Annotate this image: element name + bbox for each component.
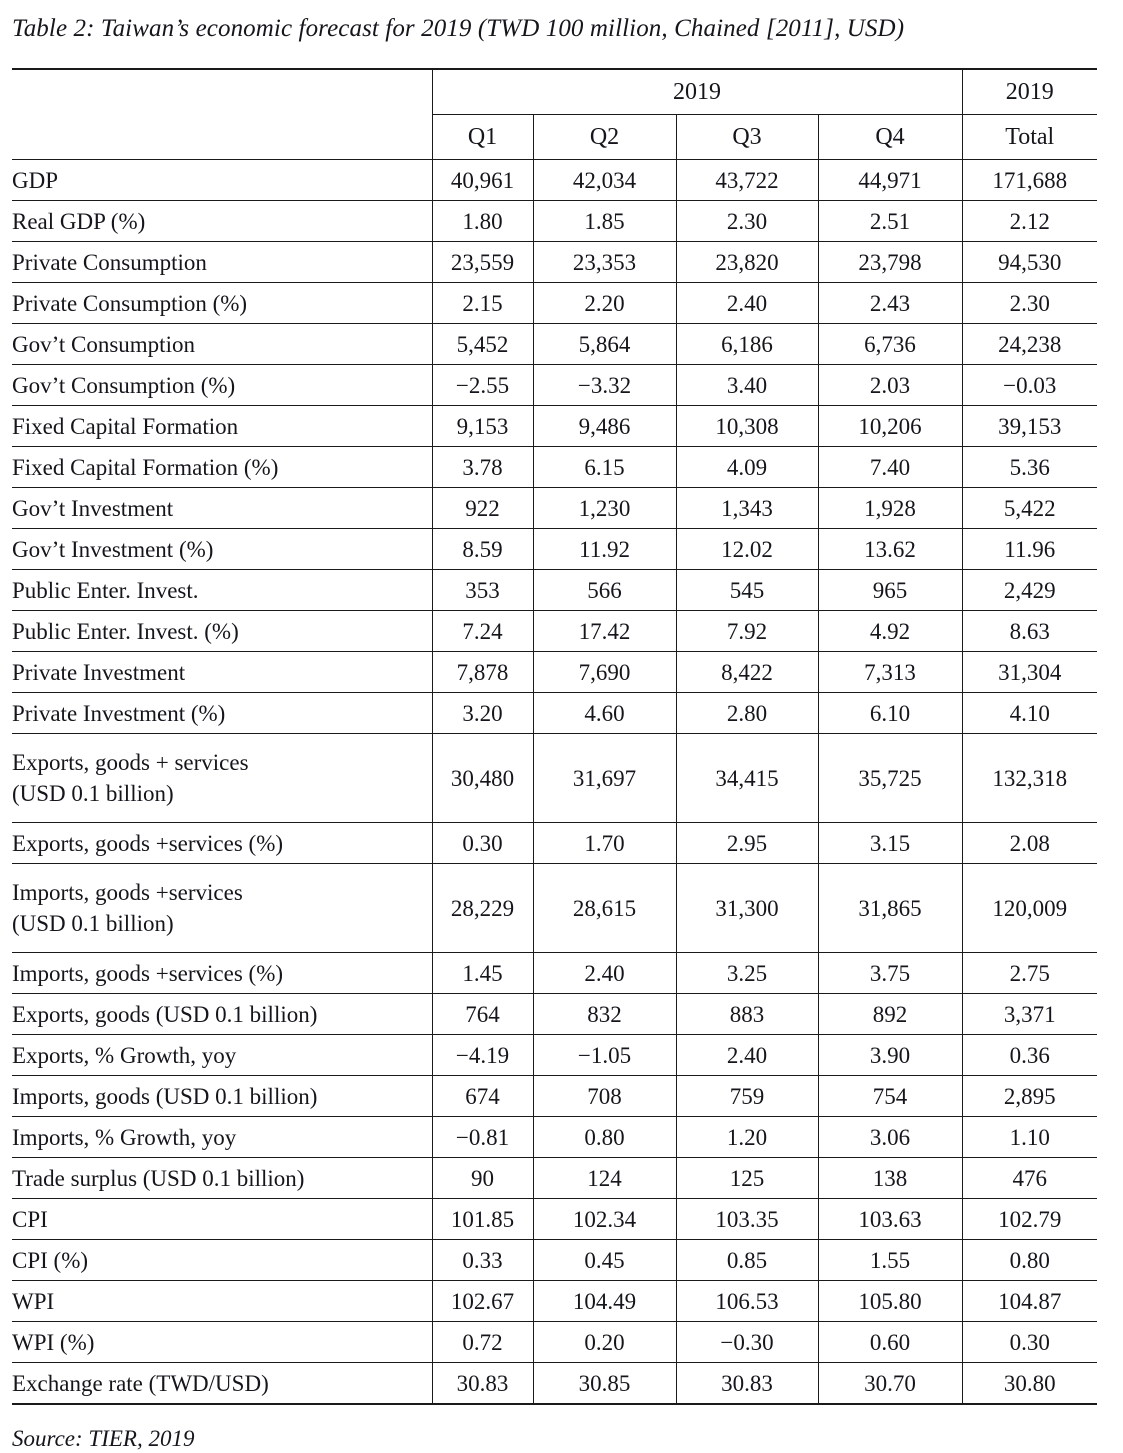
cell-total: 30.80 bbox=[962, 1363, 1097, 1405]
cell-q2: 9,486 bbox=[533, 406, 676, 447]
cell-q3: 7.92 bbox=[676, 611, 818, 652]
cell-q2: 104.49 bbox=[533, 1281, 676, 1322]
cell-q3: 34,415 bbox=[676, 734, 818, 823]
table-row bbox=[12, 1363, 1097, 1405]
cell-q4: 13.62 bbox=[818, 529, 962, 570]
table-row bbox=[12, 1199, 1097, 1240]
cell-q3: 2.40 bbox=[676, 1035, 818, 1076]
cell-q3: 1,343 bbox=[676, 488, 818, 529]
table-row bbox=[12, 365, 1097, 406]
row-label: Fixed Capital Formation bbox=[12, 406, 432, 447]
cell-q2: 1,230 bbox=[533, 488, 676, 529]
table-row bbox=[12, 864, 1097, 953]
cell-q1: 922 bbox=[432, 488, 533, 529]
row-label: Public Enter. Invest. (%) bbox=[12, 611, 432, 652]
row-label: WPI (%) bbox=[12, 1322, 432, 1363]
cell-q3: 8,422 bbox=[676, 652, 818, 693]
cell-total: 120,009 bbox=[962, 864, 1097, 953]
cell-q1: 101.85 bbox=[432, 1199, 533, 1240]
cell-q1: 30,480 bbox=[432, 734, 533, 823]
cell-q2: 42,034 bbox=[533, 160, 676, 201]
cell-total: 0.36 bbox=[962, 1035, 1097, 1076]
row-label: Private Consumption (%) bbox=[12, 283, 432, 324]
header-col-total: Total bbox=[962, 115, 1097, 160]
row-label-line2: (USD 0.1 billion) bbox=[12, 911, 174, 936]
cell-total: 2.30 bbox=[962, 283, 1097, 324]
cell-total: 2,429 bbox=[962, 570, 1097, 611]
cell-q1: 0.30 bbox=[432, 823, 533, 864]
header-row-year bbox=[12, 69, 1097, 115]
table-row bbox=[12, 283, 1097, 324]
cell-q4: 31,865 bbox=[818, 864, 962, 953]
cell-q2: 31,697 bbox=[533, 734, 676, 823]
cell-q2: 6.15 bbox=[533, 447, 676, 488]
cell-q3: 31,300 bbox=[676, 864, 818, 953]
cell-total: 24,238 bbox=[962, 324, 1097, 365]
cell-total: 31,304 bbox=[962, 652, 1097, 693]
table-header bbox=[12, 69, 1097, 160]
cell-total: 2.12 bbox=[962, 201, 1097, 242]
cell-q4: 2.51 bbox=[818, 201, 962, 242]
cell-total: 3,371 bbox=[962, 994, 1097, 1035]
cell-q3: 2.40 bbox=[676, 283, 818, 324]
cell-q2: 0.80 bbox=[533, 1117, 676, 1158]
row-label: Imports, goods +services (%) bbox=[12, 953, 432, 994]
table-row bbox=[12, 1158, 1097, 1199]
cell-total: 476 bbox=[962, 1158, 1097, 1199]
row-label: Exports, goods +services (%) bbox=[12, 823, 432, 864]
cell-q2: 4.60 bbox=[533, 693, 676, 734]
cell-q1: 5,452 bbox=[432, 324, 533, 365]
cell-q1: 7.24 bbox=[432, 611, 533, 652]
header-indicator-blank bbox=[12, 115, 432, 160]
cell-q1: 1.45 bbox=[432, 953, 533, 994]
cell-q3: 43,722 bbox=[676, 160, 818, 201]
cell-total: −0.03 bbox=[962, 365, 1097, 406]
row-label: CPI (%) bbox=[12, 1240, 432, 1281]
cell-q1: 0.33 bbox=[432, 1240, 533, 1281]
table-row bbox=[12, 1035, 1097, 1076]
header-col-q1: Q1 bbox=[432, 115, 533, 160]
header-col-q3: Q3 bbox=[676, 115, 818, 160]
header-row-quarters bbox=[12, 115, 1097, 160]
row-label: Public Enter. Invest. bbox=[12, 570, 432, 611]
cell-q4: 754 bbox=[818, 1076, 962, 1117]
row-label: Gov’t Investment bbox=[12, 488, 432, 529]
cell-q1: 28,229 bbox=[432, 864, 533, 953]
row-label: Exports, goods (USD 0.1 billion) bbox=[12, 994, 432, 1035]
row-label: Imports, goods +services (USD 0.1 billion) bbox=[12, 864, 432, 953]
cell-q2: 17.42 bbox=[533, 611, 676, 652]
cell-q1: 764 bbox=[432, 994, 533, 1035]
table-row bbox=[12, 953, 1097, 994]
cell-q4: 0.60 bbox=[818, 1322, 962, 1363]
header-col-q4: Q4 bbox=[818, 115, 962, 160]
cell-q2: 124 bbox=[533, 1158, 676, 1199]
table-row bbox=[12, 693, 1097, 734]
cell-q4: 892 bbox=[818, 994, 962, 1035]
row-label-line2: (USD 0.1 billion) bbox=[12, 781, 174, 806]
cell-q3: 106.53 bbox=[676, 1281, 818, 1322]
cell-q4: 3.90 bbox=[818, 1035, 962, 1076]
cell-total: 0.30 bbox=[962, 1322, 1097, 1363]
cell-q2: 0.45 bbox=[533, 1240, 676, 1281]
row-label: CPI bbox=[12, 1199, 432, 1240]
cell-q3: 1.20 bbox=[676, 1117, 818, 1158]
cell-q2: 708 bbox=[533, 1076, 676, 1117]
cell-q1: 3.20 bbox=[432, 693, 533, 734]
table-row bbox=[12, 324, 1097, 365]
header-corner-blank bbox=[12, 69, 432, 115]
cell-q4: 965 bbox=[818, 570, 962, 611]
cell-q1: 2.15 bbox=[432, 283, 533, 324]
cell-q1: 1.80 bbox=[432, 201, 533, 242]
cell-q3: 759 bbox=[676, 1076, 818, 1117]
cell-q2: 1.85 bbox=[533, 201, 676, 242]
cell-q4: 105.80 bbox=[818, 1281, 962, 1322]
cell-total: 8.63 bbox=[962, 611, 1097, 652]
cell-q1: −0.81 bbox=[432, 1117, 533, 1158]
table-row bbox=[12, 994, 1097, 1035]
cell-q4: 23,798 bbox=[818, 242, 962, 283]
cell-q3: 10,308 bbox=[676, 406, 818, 447]
cell-q1: 9,153 bbox=[432, 406, 533, 447]
cell-q2: 7,690 bbox=[533, 652, 676, 693]
row-label: Exports, goods + services (USD 0.1 billion) bbox=[12, 734, 432, 823]
cell-q4: 3.15 bbox=[818, 823, 962, 864]
cell-q4: 44,971 bbox=[818, 160, 962, 201]
cell-q1: 90 bbox=[432, 1158, 533, 1199]
cell-total: 2,895 bbox=[962, 1076, 1097, 1117]
table-row bbox=[12, 611, 1097, 652]
cell-q4: 3.75 bbox=[818, 953, 962, 994]
cell-q4: 10,206 bbox=[818, 406, 962, 447]
table-caption: Table 2: Taiwan’s economic forecast for 2019 (TWD 100 million, Chained [2011], USD) bbox=[12, 15, 905, 42]
cell-q4: 4.92 bbox=[818, 611, 962, 652]
cell-total: 94,530 bbox=[962, 242, 1097, 283]
cell-q4: 6,736 bbox=[818, 324, 962, 365]
header-total-year: 2019 bbox=[962, 69, 1097, 115]
cell-total: 104.87 bbox=[962, 1281, 1097, 1322]
table-row bbox=[12, 1117, 1097, 1158]
row-label: Gov’t Investment (%) bbox=[12, 529, 432, 570]
row-label: Fixed Capital Formation (%) bbox=[12, 447, 432, 488]
cell-total: 4.10 bbox=[962, 693, 1097, 734]
cell-q2: 102.34 bbox=[533, 1199, 676, 1240]
header-col-q2: Q2 bbox=[533, 115, 676, 160]
cell-total: 11.96 bbox=[962, 529, 1097, 570]
table-row bbox=[12, 570, 1097, 611]
row-label: Private Consumption bbox=[12, 242, 432, 283]
cell-q3: 2.30 bbox=[676, 201, 818, 242]
cell-total: 132,318 bbox=[962, 734, 1097, 823]
row-label: GDP bbox=[12, 160, 432, 201]
cell-q2: −1.05 bbox=[533, 1035, 676, 1076]
table-body bbox=[12, 160, 1097, 1405]
row-label: Imports, % Growth, yoy bbox=[12, 1117, 432, 1158]
cell-q2: 832 bbox=[533, 994, 676, 1035]
cell-q3: 6,186 bbox=[676, 324, 818, 365]
cell-q1: 30.83 bbox=[432, 1363, 533, 1405]
cell-total: 5,422 bbox=[962, 488, 1097, 529]
cell-q1: 23,559 bbox=[432, 242, 533, 283]
cell-q4: 2.43 bbox=[818, 283, 962, 324]
cell-total: 5.36 bbox=[962, 447, 1097, 488]
cell-q3: 2.95 bbox=[676, 823, 818, 864]
row-label: Gov’t Consumption (%) bbox=[12, 365, 432, 406]
table-row bbox=[12, 242, 1097, 283]
cell-q4: 1,928 bbox=[818, 488, 962, 529]
cell-q1: 674 bbox=[432, 1076, 533, 1117]
cell-q4: 7,313 bbox=[818, 652, 962, 693]
table-row bbox=[12, 488, 1097, 529]
cell-q2: −3.32 bbox=[533, 365, 676, 406]
cell-q2: 1.70 bbox=[533, 823, 676, 864]
cell-q1: 353 bbox=[432, 570, 533, 611]
table-row bbox=[12, 1281, 1097, 1322]
cell-q2: 0.20 bbox=[533, 1322, 676, 1363]
cell-q2: 5,864 bbox=[533, 324, 676, 365]
cell-q2: 23,353 bbox=[533, 242, 676, 283]
cell-q3: −0.30 bbox=[676, 1322, 818, 1363]
cell-q2: 2.40 bbox=[533, 953, 676, 994]
cell-q3: 125 bbox=[676, 1158, 818, 1199]
table-row bbox=[12, 734, 1097, 823]
cell-q3: 12.02 bbox=[676, 529, 818, 570]
table-row bbox=[12, 529, 1097, 570]
cell-q3: 883 bbox=[676, 994, 818, 1035]
row-label: Exports, % Growth, yoy bbox=[12, 1035, 432, 1076]
table-row bbox=[12, 160, 1097, 201]
cell-q2: 2.20 bbox=[533, 283, 676, 324]
cell-q4: 6.10 bbox=[818, 693, 962, 734]
row-label: Trade surplus (USD 0.1 billion) bbox=[12, 1158, 432, 1199]
cell-q1: −4.19 bbox=[432, 1035, 533, 1076]
cell-total: 0.80 bbox=[962, 1240, 1097, 1281]
cell-q4: 3.06 bbox=[818, 1117, 962, 1158]
table-row bbox=[12, 201, 1097, 242]
cell-q1: 102.67 bbox=[432, 1281, 533, 1322]
economic-forecast-table bbox=[12, 68, 1097, 1405]
row-label: Private Investment (%) bbox=[12, 693, 432, 734]
table-row bbox=[12, 1076, 1097, 1117]
cell-total: 171,688 bbox=[962, 160, 1097, 201]
row-label: Exchange rate (TWD/USD) bbox=[12, 1363, 432, 1405]
cell-q1: −2.55 bbox=[432, 365, 533, 406]
row-label: Private Investment bbox=[12, 652, 432, 693]
cell-q4: 1.55 bbox=[818, 1240, 962, 1281]
table-row bbox=[12, 1322, 1097, 1363]
cell-q4: 138 bbox=[818, 1158, 962, 1199]
row-label: Imports, goods (USD 0.1 billion) bbox=[12, 1076, 432, 1117]
cell-q4: 103.63 bbox=[818, 1199, 962, 1240]
table-source-note: Source: TIER, 2019 bbox=[12, 1426, 195, 1451]
cell-q1: 7,878 bbox=[432, 652, 533, 693]
cell-q3: 3.40 bbox=[676, 365, 818, 406]
cell-q3: 4.09 bbox=[676, 447, 818, 488]
cell-q3: 23,820 bbox=[676, 242, 818, 283]
cell-total: 2.75 bbox=[962, 953, 1097, 994]
table-row bbox=[12, 447, 1097, 488]
cell-q4: 2.03 bbox=[818, 365, 962, 406]
cell-q1: 3.78 bbox=[432, 447, 533, 488]
table-row bbox=[12, 823, 1097, 864]
cell-q2: 11.92 bbox=[533, 529, 676, 570]
cell-q1: 8.59 bbox=[432, 529, 533, 570]
cell-total: 102.79 bbox=[962, 1199, 1097, 1240]
table-row bbox=[12, 406, 1097, 447]
table-row bbox=[12, 1240, 1097, 1281]
cell-q3: 3.25 bbox=[676, 953, 818, 994]
cell-q4: 7.40 bbox=[818, 447, 962, 488]
row-label: Gov’t Consumption bbox=[12, 324, 432, 365]
cell-q3: 2.80 bbox=[676, 693, 818, 734]
header-group-year: 2019 bbox=[432, 69, 962, 115]
table-row bbox=[12, 652, 1097, 693]
cell-q4: 30.70 bbox=[818, 1363, 962, 1405]
cell-total: 2.08 bbox=[962, 823, 1097, 864]
cell-q2: 566 bbox=[533, 570, 676, 611]
cell-q3: 30.83 bbox=[676, 1363, 818, 1405]
cell-total: 1.10 bbox=[962, 1117, 1097, 1158]
row-label: WPI bbox=[12, 1281, 432, 1322]
cell-q1: 40,961 bbox=[432, 160, 533, 201]
cell-q1: 0.72 bbox=[432, 1322, 533, 1363]
cell-q2: 28,615 bbox=[533, 864, 676, 953]
cell-q4: 35,725 bbox=[818, 734, 962, 823]
cell-total: 39,153 bbox=[962, 406, 1097, 447]
row-label: Real GDP (%) bbox=[12, 201, 432, 242]
cell-q3: 545 bbox=[676, 570, 818, 611]
cell-q2: 30.85 bbox=[533, 1363, 676, 1405]
cell-q3: 0.85 bbox=[676, 1240, 818, 1281]
cell-q3: 103.35 bbox=[676, 1199, 818, 1240]
